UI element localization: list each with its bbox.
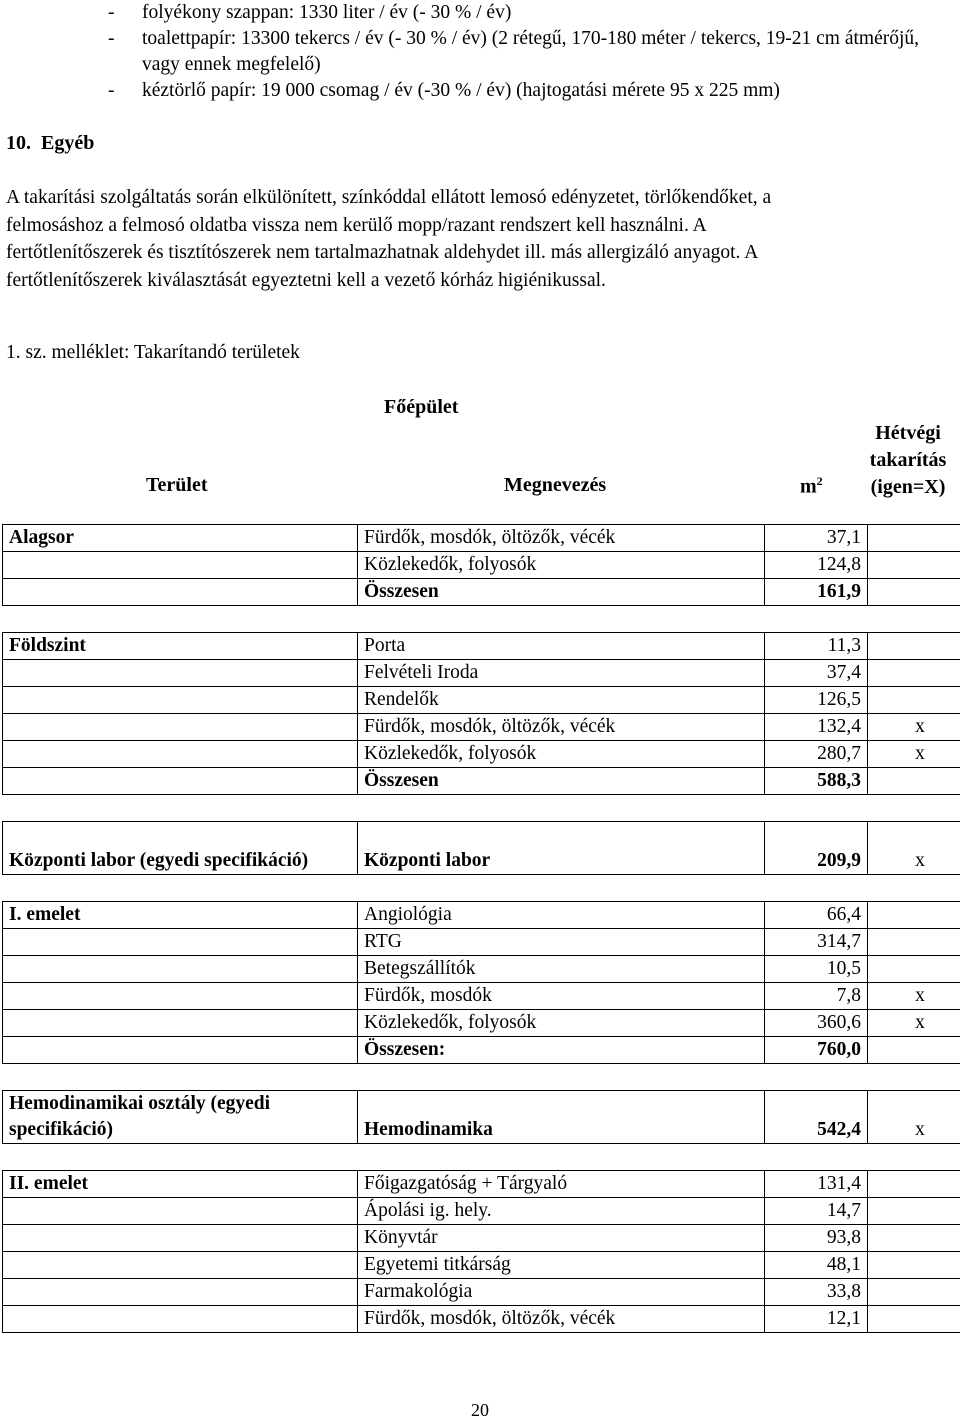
cell-m2: 7,8 bbox=[765, 983, 868, 1010]
cell-name: Közlekedők, folyosók bbox=[358, 552, 765, 579]
cell-m2: 314,7 bbox=[765, 929, 868, 956]
cell-weekend: x bbox=[868, 1010, 960, 1037]
cell-weekend bbox=[868, 579, 960, 606]
table-row bbox=[3, 1171, 960, 1198]
cell-name: Központi labor bbox=[358, 822, 765, 875]
cell-weekend bbox=[868, 1306, 960, 1333]
page-number: 20 bbox=[0, 1400, 960, 1421]
cell-name: Rendelők bbox=[358, 687, 765, 714]
spacer-cell bbox=[3, 1144, 960, 1171]
table-row bbox=[3, 768, 960, 795]
cell-m2: 11,3 bbox=[765, 633, 868, 660]
header-weekend: Hétvégi takarítás (igen=X) bbox=[862, 420, 954, 501]
cell-name: Fürdők, mosdók, öltözők, vécék bbox=[358, 714, 765, 741]
cell-weekend bbox=[868, 552, 960, 579]
cell-weekend bbox=[868, 929, 960, 956]
spacer-cell bbox=[3, 875, 960, 902]
header-m2: $m^2$ bbox=[800, 474, 823, 499]
cell-m2: 360,6 bbox=[765, 1010, 868, 1037]
cell-name: Közlekedők, folyosók bbox=[358, 741, 765, 768]
cell-area bbox=[3, 1306, 358, 1333]
cell-area: I. emelet bbox=[3, 902, 358, 929]
cell-name: Hemodinamika bbox=[358, 1091, 765, 1144]
table-row bbox=[3, 1225, 960, 1252]
cell-area bbox=[3, 929, 358, 956]
table-row bbox=[3, 929, 960, 956]
cell-weekend bbox=[868, 687, 960, 714]
table-row bbox=[3, 687, 960, 714]
cell-name: Felvételi Iroda bbox=[358, 660, 765, 687]
cell-m2: 132,4 bbox=[765, 714, 868, 741]
cell-name: Farmakológia bbox=[358, 1279, 765, 1306]
cell-m2: 280,7 bbox=[765, 741, 868, 768]
cell-weekend bbox=[868, 660, 960, 687]
cell-weekend: x bbox=[868, 1091, 960, 1144]
cell-area: Alagsor bbox=[3, 525, 358, 552]
cell-area bbox=[3, 1252, 358, 1279]
cell-m2: 48,1 bbox=[765, 1252, 868, 1279]
table-row bbox=[3, 714, 960, 741]
cell-area bbox=[3, 983, 358, 1010]
table-row bbox=[3, 525, 960, 552]
cell-name: Fürdők, mosdók, öltözők, vécék bbox=[358, 525, 765, 552]
table-row bbox=[3, 1198, 960, 1225]
cell-name: Közlekedők, folyosók bbox=[358, 1010, 765, 1037]
cell-weekend bbox=[868, 633, 960, 660]
cell-area bbox=[3, 1010, 358, 1037]
cell-m2: 66,4 bbox=[765, 902, 868, 929]
cell-m2: 37,4 bbox=[765, 660, 868, 687]
cell-weekend bbox=[868, 525, 960, 552]
cell-area: Hemodinamikai osztály (egyedi specifikáció) bbox=[3, 1091, 358, 1144]
table-row bbox=[3, 552, 960, 579]
cell-weekend bbox=[868, 1171, 960, 1198]
cell-area: II. emelet bbox=[3, 1171, 358, 1198]
cell-weekend bbox=[868, 1198, 960, 1225]
cell-area bbox=[3, 1279, 358, 1306]
cell-area bbox=[3, 687, 358, 714]
spacer-cell bbox=[3, 1064, 960, 1091]
cell-weekend bbox=[868, 1037, 960, 1064]
cell-area bbox=[3, 660, 358, 687]
cell-m2: 760,0 bbox=[765, 1037, 868, 1064]
table-row bbox=[3, 1037, 960, 1064]
table-row bbox=[3, 1252, 960, 1279]
cell-name: Főigazgatóság + Tárgyaló bbox=[358, 1171, 765, 1198]
cell-m2: 12,1 bbox=[765, 1306, 868, 1333]
bullet-item: - kéztörlő papír: 19 000 csomag / év (-30 % / év) (hajtogatási mérete 95 x 225 mm) bbox=[108, 78, 948, 104]
table-row bbox=[3, 1091, 960, 1144]
cell-name: Ápolási ig. hely. bbox=[358, 1198, 765, 1225]
table-row bbox=[3, 633, 960, 660]
cell-area: Földszint bbox=[3, 633, 358, 660]
cell-name: Összesen bbox=[358, 768, 765, 795]
cell-weekend bbox=[868, 1279, 960, 1306]
table-row bbox=[3, 579, 960, 606]
bullet-text: kéztörlő papír: 19 000 csomag / év (-30 % / év) (hajtogatási mérete 95 x 225 mm) bbox=[142, 80, 780, 101]
cell-m2: 124,8 bbox=[765, 552, 868, 579]
cell-m2: 209,9 bbox=[765, 822, 868, 875]
cell-name: Könyvtár bbox=[358, 1225, 765, 1252]
cell-name: Angiológia bbox=[358, 902, 765, 929]
cell-area: Központi labor (egyedi specifikáció) bbox=[3, 822, 358, 875]
cell-weekend: x bbox=[868, 822, 960, 875]
cell-area bbox=[3, 1225, 358, 1252]
cell-name: Összesen: bbox=[358, 1037, 765, 1064]
bullet-item: - toalettpapír: 13300 tekercs / év (- 30 % / év) (2 rétegű, 170-180 méter / tekercs, 19-21 cm átmérőjű, vagy ennek megfelelő) bbox=[108, 26, 948, 78]
table-row bbox=[3, 741, 960, 768]
table-row bbox=[3, 660, 960, 687]
cell-name: RTG bbox=[358, 929, 765, 956]
bullet-item: - folyékony szappan: 1330 liter / év (- 30 % / év) bbox=[108, 0, 948, 26]
table-row bbox=[3, 1010, 960, 1037]
cell-area bbox=[3, 741, 358, 768]
bullet-text: folyékony szappan: 1330 liter / év (- 30 % / év) bbox=[142, 2, 511, 23]
cell-weekend: x bbox=[868, 714, 960, 741]
cell-name: Fürdők, mosdók, öltözők, vécék bbox=[358, 1306, 765, 1333]
cell-area bbox=[3, 579, 358, 606]
cell-name: Egyetemi titkárság bbox=[358, 1252, 765, 1279]
table-row bbox=[3, 983, 960, 1010]
cell-m2: 131,4 bbox=[765, 1171, 868, 1198]
header-name: Megnevezés bbox=[504, 474, 606, 497]
section-heading: 10. Egyéb bbox=[6, 132, 94, 155]
cell-weekend bbox=[868, 956, 960, 983]
cell-m2: 33,8 bbox=[765, 1279, 868, 1306]
cell-m2: 588,3 bbox=[765, 768, 868, 795]
cell-weekend bbox=[868, 1225, 960, 1252]
table-row bbox=[3, 956, 960, 983]
cell-m2: 161,9 bbox=[765, 579, 868, 606]
table-row bbox=[3, 1279, 960, 1306]
table-row bbox=[3, 1306, 960, 1333]
cell-weekend bbox=[868, 902, 960, 929]
spacer-cell bbox=[3, 606, 960, 633]
cell-name: Porta bbox=[358, 633, 765, 660]
cell-area bbox=[3, 768, 358, 795]
annex-title: 1. sz. melléklet: Takarítandó területek bbox=[6, 342, 300, 364]
bullet-text: toalettpapír: 13300 tekercs / év (- 30 % / év) (2 rétegű, 170-180 méter / tekercs, 19-21 cm átmérőjű, vagy ennek megfelelő) bbox=[142, 28, 919, 75]
cell-m2: 37,1 bbox=[765, 525, 868, 552]
cell-m2: 126,5 bbox=[765, 687, 868, 714]
table-spacer-row bbox=[3, 875, 960, 902]
table-row bbox=[3, 902, 960, 929]
table-spacer-row bbox=[3, 1144, 960, 1171]
spacer-cell bbox=[3, 795, 960, 822]
cell-area bbox=[3, 1198, 358, 1225]
cell-name: Összesen bbox=[358, 579, 765, 606]
cell-weekend: x bbox=[868, 983, 960, 1010]
cell-name: Betegszállítók bbox=[358, 956, 765, 983]
section-paragraph: A takarítási szolgáltatás során elkülönített, színkóddal ellátott lemosó edényzetet, törlőkendőket, a felmosáshoz a felmosó oldatba vissza nem kerülő mopp/razant rendszert kell használni. A fertőtlenítőszerek és tisztítószerek nem tartalmazhatnak aldehydet ill. más allergizáló anyagot. A fertőtlenítőszerek kiválasztását egyeztetni kell a vezető kórház higiénikussal. bbox=[6, 184, 956, 294]
cell-weekend bbox=[868, 1252, 960, 1279]
cell-area bbox=[3, 714, 358, 741]
cell-m2: 542,4 bbox=[765, 1091, 868, 1144]
table-row bbox=[3, 822, 960, 875]
table-spacer-row bbox=[3, 606, 960, 633]
cell-area bbox=[3, 956, 358, 983]
cell-weekend: x bbox=[868, 741, 960, 768]
cell-area bbox=[3, 552, 358, 579]
cell-name: Fürdők, mosdók bbox=[358, 983, 765, 1010]
header-area: Terület bbox=[146, 474, 207, 497]
building-title: Főépület bbox=[384, 396, 458, 419]
cell-m2: 14,7 bbox=[765, 1198, 868, 1225]
cell-weekend bbox=[868, 768, 960, 795]
cell-m2: 10,5 bbox=[765, 956, 868, 983]
cell-m2: 93,8 bbox=[765, 1225, 868, 1252]
table-spacer-row bbox=[3, 795, 960, 822]
table-spacer-row bbox=[3, 1064, 960, 1091]
supply-bullet-list bbox=[108, 0, 948, 104]
areas-table bbox=[2, 524, 960, 1333]
cell-area bbox=[3, 1037, 358, 1064]
